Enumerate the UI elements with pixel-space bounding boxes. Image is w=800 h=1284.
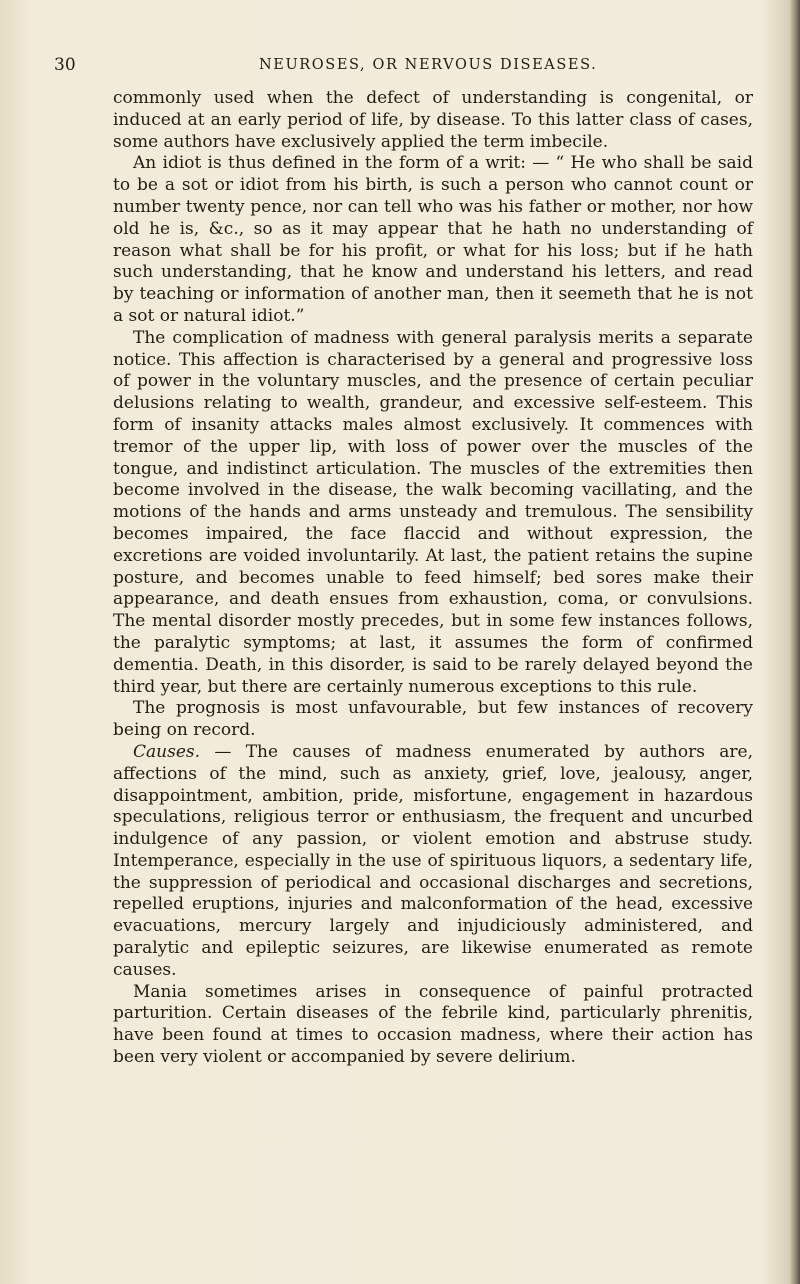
paragraph: The prognosis is most unfavourable, but few instances of recovery being on record. (113, 698, 753, 741)
paragraph: commonly used when the defect of understanding is congenital, or induced at an early period of life, by disease. To this latter class of cases, some authors have exclusively applied the term imbecile. (113, 88, 753, 152)
page-number: 30 (54, 55, 76, 75)
running-title: NEUROSES, OR NERVOUS DISEASES. (259, 57, 598, 73)
body-text (113, 88, 753, 1069)
paragraph: Causes. — The causes of madness enumerated by authors are, affections of the mind, such as anxiety, grief, love, jealousy, anger, disappointment, ambition, pride, misfortune, engagement in hazardous speculations, religious terror or enthusiasm, the frequent and uncurbed indulgence of any passion, or violent emotion and abstruse study. Intemperance, especially in the use of spirituous liquors, a sedentary life, the suppression of periodical and occasional discharges and secretions, repelled eruptions, injuries and malconformation of the head, excessive evacuations, mercury largely and injudiciously administered, and paralytic and epileptic seizures, are likewise enumerated as remote causes. (113, 741, 753, 980)
paragraph: An idiot is thus defined in the form of a writ: — “ He who shall be said to be a sot or idiot from his birth, is such a person who cannot count or number twenty pence, nor can tell who was his father or mother, nor how old he is, &c., so as it may appear that he hath no understanding of reason what shall be for his profit, or what for his loss; but if he hath such understanding, that he know and understand his letters, and read by teaching or information of another man, then it seemeth that he is not a sot or natural idiot.” (113, 153, 753, 326)
page-binding-edge (790, 0, 800, 1284)
section-lead: Causes. (133, 741, 201, 762)
paragraph: The complication of madness with general paralysis merits a separate notice. This affection is characterised by a general and progressive loss of power in the voluntary muscles, and the presence of certain peculiar delusions relating to wealth, grandeur, and excessive self-esteem. This form of insanity attacks males almost exclusively. It commences with tremor of the upper lip, with loss of power over the muscles of the tongue, and indistinct articulation. The muscles of the extremities then become involved in the disease, the walk becoming vacillating, and the motions of the hands and arms unsteady and tremulous. The sensibility becomes impaired, the face flaccid and without expression, the excretions are voided involuntarily. At last, the patient retains the supine posture, and becomes unable to feed himself; bed sores make their appearance, and death ensues from exhaustion, coma, or convulsions. The mental disorder mostly precedes, but in some few instances follows, the paralytic symptoms; at last, it assumes the form of confirmed dementia. Death, in this disorder, is said to be rarely delayed beyond the third year, but there are certainly numerous exceptions to this rule. (113, 327, 753, 697)
paragraph: Mania sometimes arises in consequence of painful protracted parturition. Certain diseases of the febrile kind, particularly phrenitis, have been found at times to occasion madness, where their action has been very violent or accompanied by severe delirium. (113, 981, 753, 1068)
page-header (54, 55, 740, 79)
